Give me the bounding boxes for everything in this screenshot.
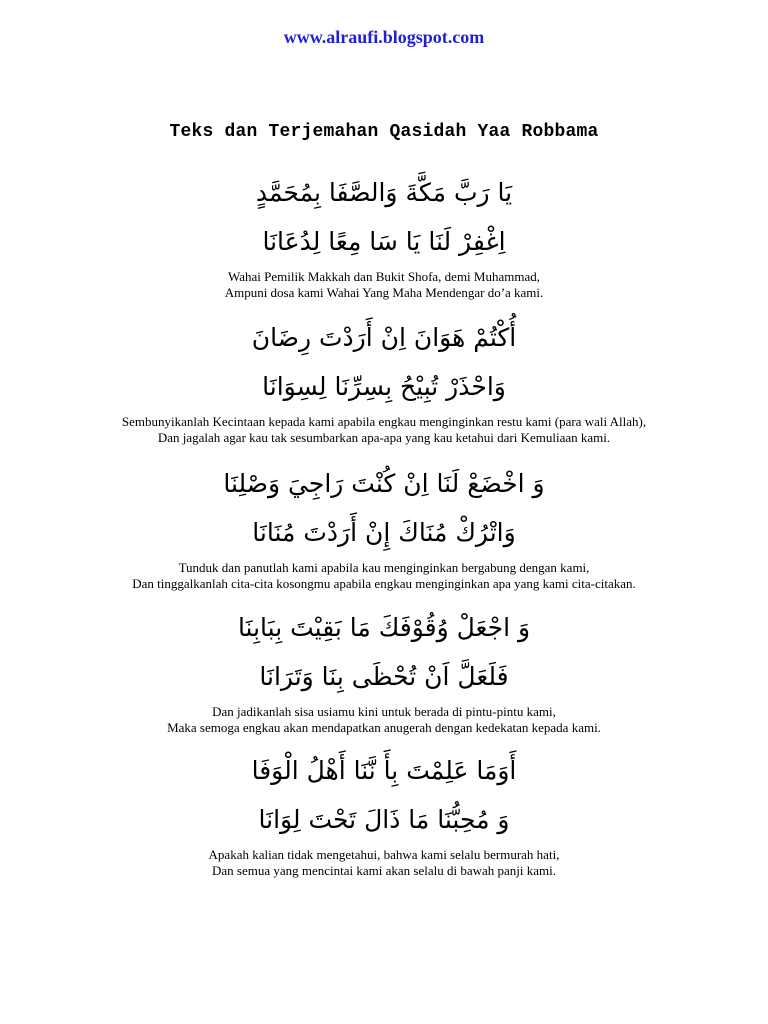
translation (0, 414, 768, 446)
document-title: Teks dan Terjemahan Qasidah Yaa Robbama (169, 122, 599, 142)
translation (0, 269, 768, 301)
stanza-2 (0, 313, 768, 446)
arabic-line: اِغْفِرْ لَنَا يَا سَا مِعًا لِدُعَانَا (262, 227, 506, 256)
stanza-4 (0, 603, 768, 736)
arabic-line: وَاحْذَرْ تُبِيْحُ بِسِرِّنَا لِسِوَانَا (262, 372, 506, 401)
arabic-line: وَ اجْعَلْ وُقُوْفَكَ مَا بَقِيْتَ بِبَابِنَا (237, 613, 531, 642)
translation-line: Ampuni dosa kami Wahai Yang Maha Mendengar do’a kami. (224, 285, 544, 300)
stanza-5 (0, 746, 768, 879)
arabic-line: أُكْتُمْ هَوَانَ اِنْ أَرَدْتَ رِضَانَ (251, 323, 517, 352)
stanza-1 (0, 168, 768, 301)
translation (0, 704, 768, 736)
arabic-line: وَ مُحِبُّنَا مَا ذَالَ تَحْتَ لِوَانَا (258, 805, 510, 834)
translation-line: Dan jadikanlah sisa usiamu kini untuk berada di pintu-pintu kami, (212, 704, 556, 719)
arabic-line: فَلَعَلَّ اَنْ تُحْظَى بِنَا وَتَرَانَا (259, 662, 509, 691)
stanza-3 (0, 459, 768, 592)
arabic-line: أَوَمَا عَلِمْتَ بِأَ نَّنَا أَهْلُ الْوَفَا (251, 756, 517, 785)
arabic-line: وَ اخْضَعْ لَنَا اِنْ كُنْتَ رَاجِيَ وَصْلِنَا (223, 469, 545, 498)
translation-line: Dan tinggalkanlah cita-cita kosongmu apabila engkau menginginkan apa yang kami cita-citakan. (132, 576, 636, 591)
translation-line: Sembunyikanlah Kecintaan kepada kami apabila engkau menginginkan restu kami (para wali Allah), (121, 414, 647, 429)
translation-line: Dan semua yang mencintai kami akan selalu di bawah panji kami. (211, 863, 557, 878)
translation-line: Dan jagalah agar kau tak sesumbarkan apa-apa yang kau ketahui dari Kemuliaan kami. (157, 430, 611, 445)
translation (0, 847, 768, 879)
translation-line: Maka semoga engkau akan mendapatkan anugerah dengan kedekatan kepada kami. (167, 720, 601, 735)
translation-line: Wahai Pemilik Makkah dan Bukit Shofa, demi Muhammad, (228, 269, 540, 284)
site-url-link[interactable]: www.alraufi.blogspot.com (283, 27, 485, 47)
translation-line: Tunduk dan panutlah kami apabila kau menginginkan bergabung dengan kami, (178, 560, 590, 575)
translation (0, 560, 768, 592)
translation-line: Apakah kalian tidak mengetahui, bahwa kami selalu bermurah hati, (208, 847, 560, 862)
arabic-line: يَا رَبَّ مَكَّةَ وَالصَّفَا بِمُحَمَّدٍ (255, 178, 513, 207)
arabic-line: وَاتْرُكْ مُنَاكَ إِنْ أَرَدْتَ مُنَانَا (252, 518, 516, 547)
